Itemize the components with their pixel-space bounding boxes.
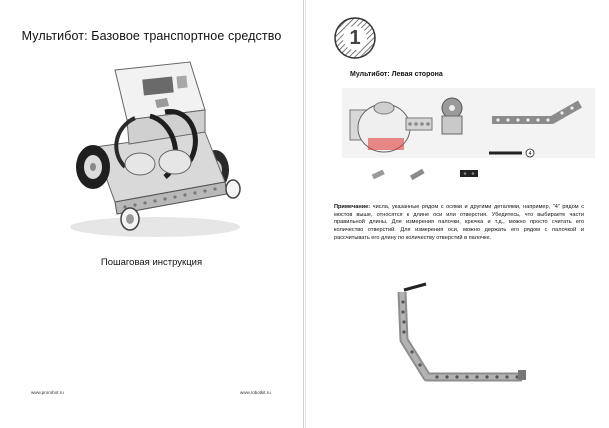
part-length-label: 4 (528, 151, 532, 157)
instruction-subtitle: Пошаговая инструкция (100, 257, 203, 268)
note-paragraph (334, 204, 584, 243)
step-badge (333, 16, 381, 64)
right-page (305, 0, 609, 428)
footer-link-left[interactable]: www.prorobot.ru (31, 390, 64, 395)
note-label: Примечание: (334, 204, 371, 210)
document-title: Мультибот: Базовое транспортное средство (21, 29, 282, 43)
parts-image (342, 88, 595, 191)
footer-link-right[interactable]: www.robotkit.ru (240, 390, 271, 395)
section-heading: Мультибот: Левая сторона (350, 71, 443, 78)
assembly-image (382, 282, 532, 388)
note-text: числа, указанные рядом с осями и другими деталями, например, "4" рядом с мостов выше, относятся к длине оси или отверстия. Убедитесь, что выбираете части правильной длины. Для измерения палочки, крючка и т.д., можно просто считать его количество отверстий. Для измерения оси, можно держать его рядом с палочкой и рассчитывать его длину по количеству отверстий в палочке. (334, 204, 584, 241)
left-page (0, 0, 304, 428)
step-number: 1 (349, 27, 361, 49)
robot-vehicle-image (55, 52, 255, 240)
